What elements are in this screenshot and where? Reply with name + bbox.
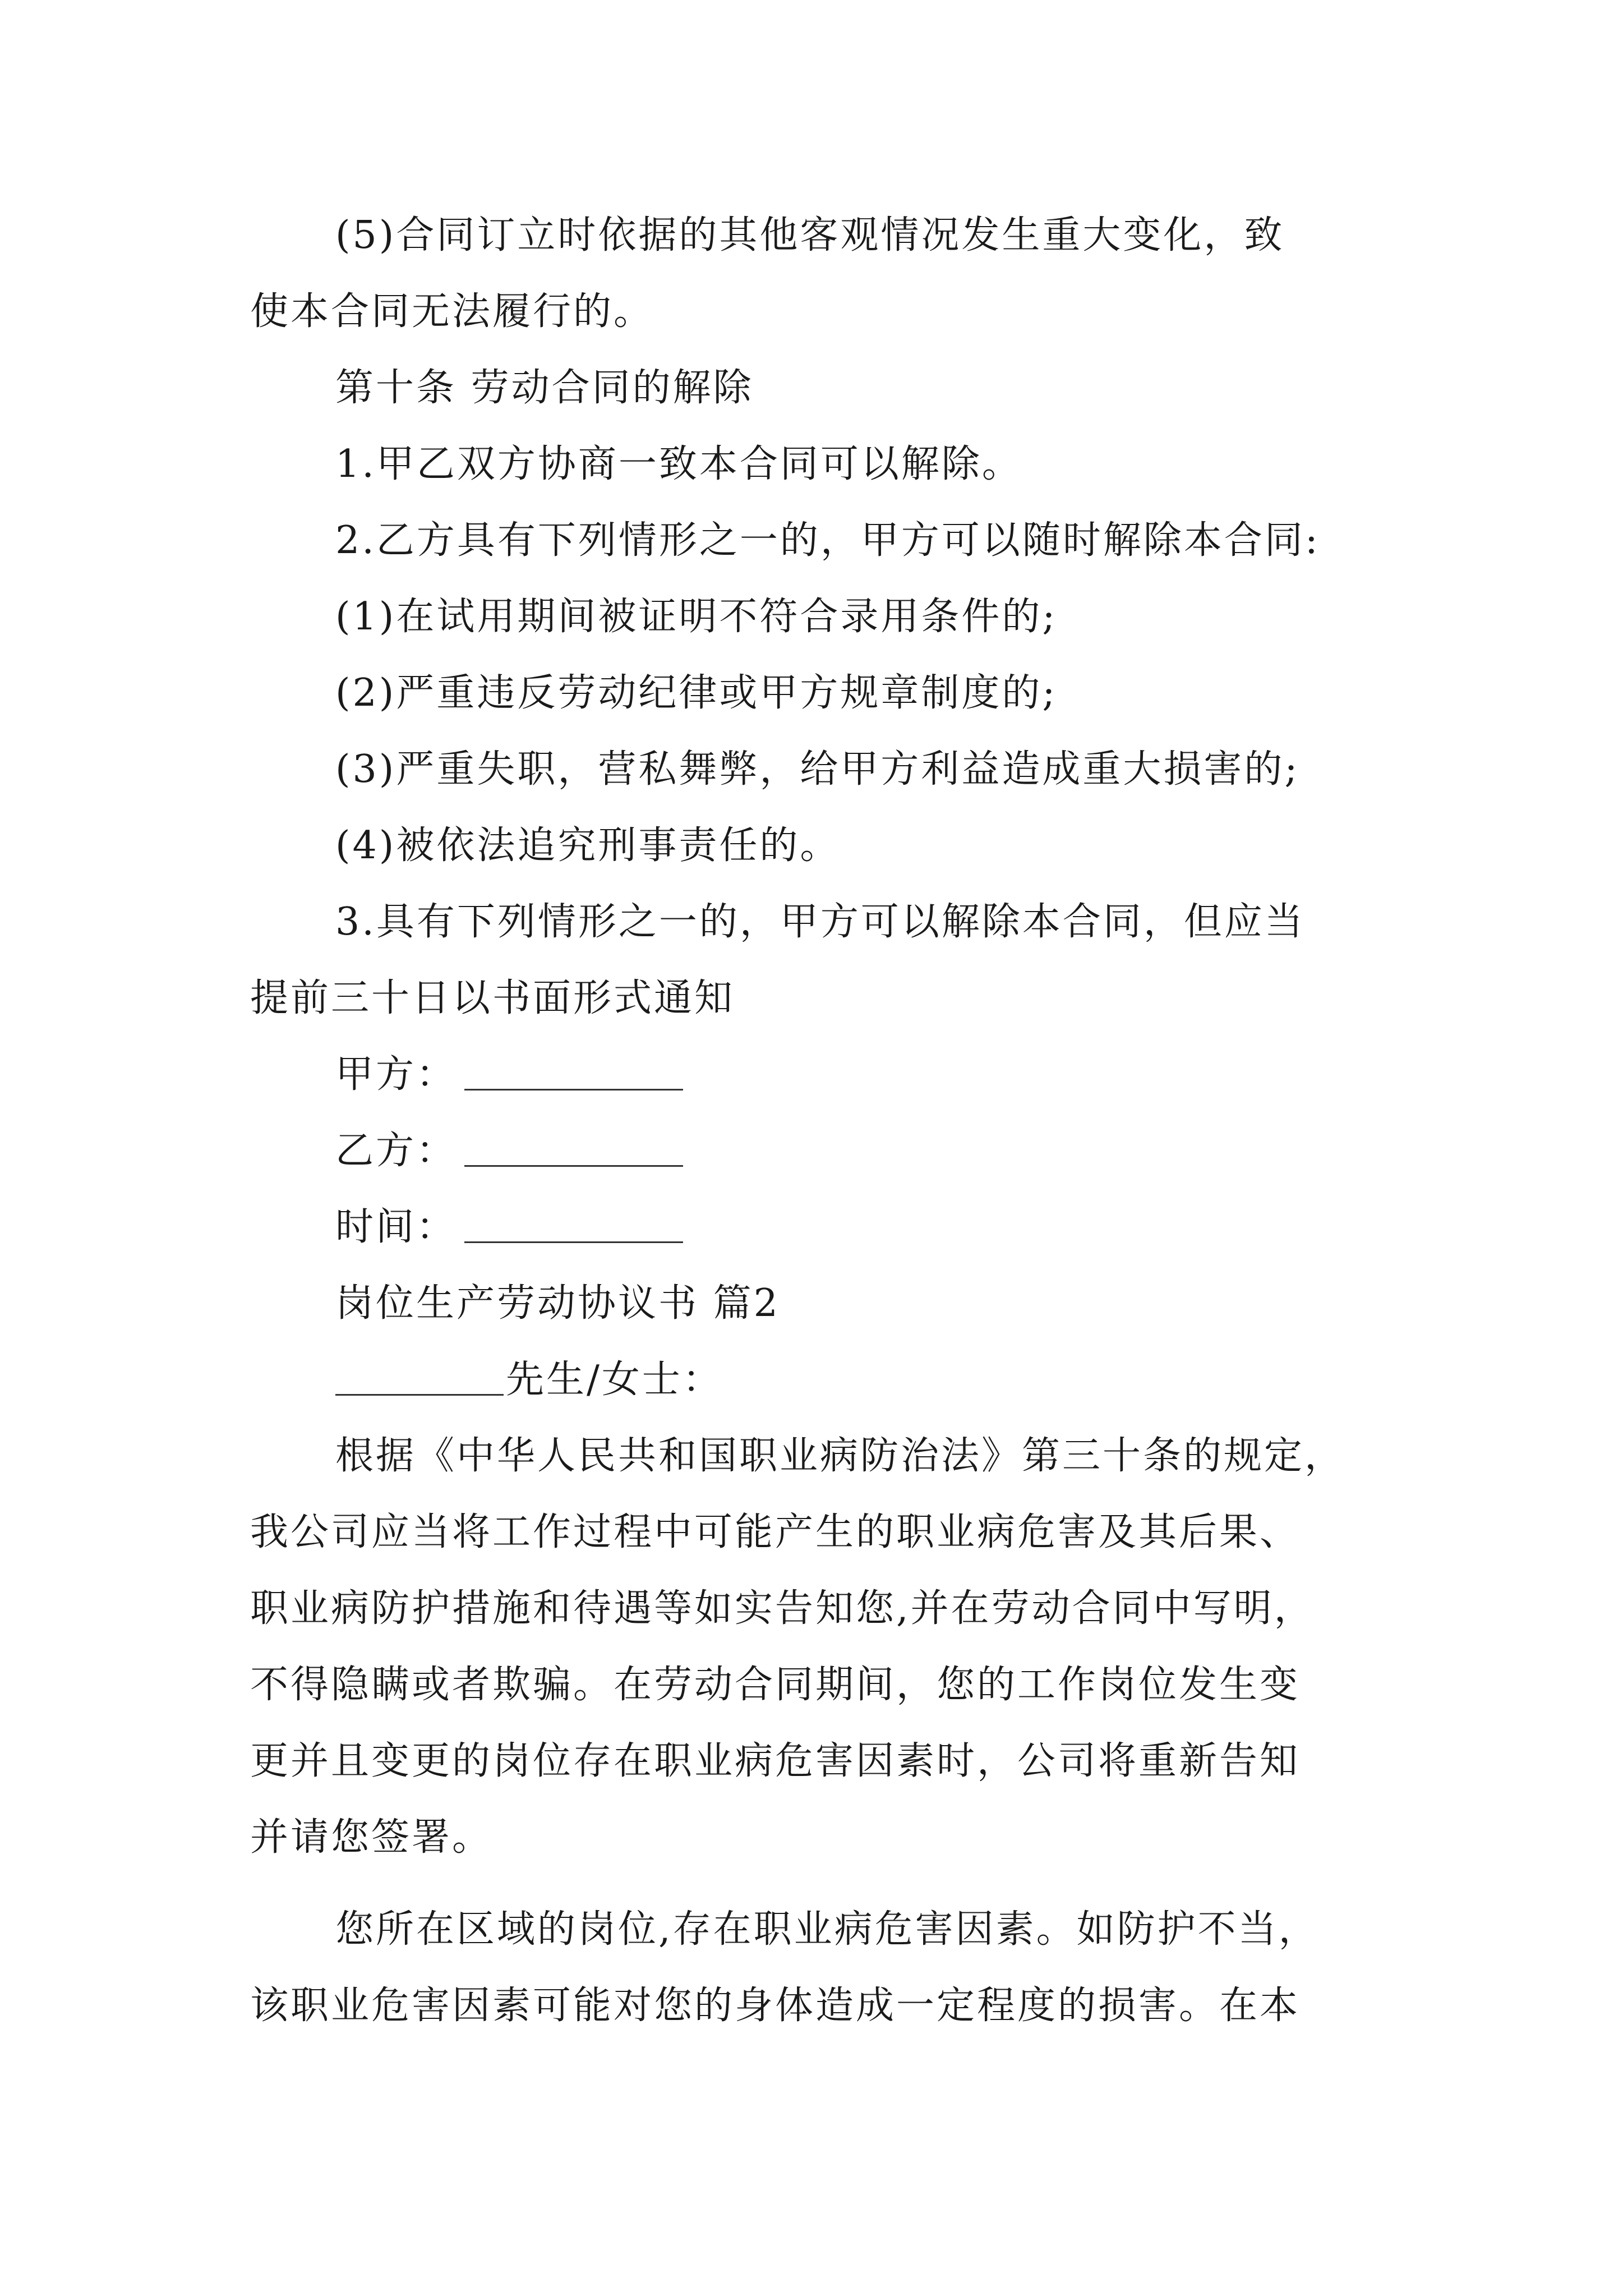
party-b-label: 乙方： [335, 1129, 457, 1173]
para2-line-2: 该职业危害因素可能对您的身体造成一定程度的损害。在本 [250, 1984, 1301, 2028]
date-label: 时间： [335, 1205, 457, 1249]
item-2: 2.乙方具有下列情形之一的，甲方可以随时解除本合同: [335, 518, 1320, 563]
para2-line-1: 您所在区域的岗位,存在职业病危害因素。如防护不当， [335, 1907, 1319, 1952]
para1-line-6: 并请您签署。 [250, 1815, 493, 1860]
name-blank [335, 1360, 504, 1396]
clause-5-line-2: 使本合同无法履行的。 [250, 289, 654, 334]
section-title: 岗位生产劳动协议书 篇2 [335, 1281, 780, 1326]
para1-line-5: 更并且变更的岗位存在职业病危害因素时，公司将重新告知 [250, 1739, 1301, 1783]
document-body [250, 197, 1400, 2044]
party-a-blank [464, 1055, 683, 1091]
item-3-line-1: 3.具有下列情形之一的，甲方可以解除本合同，但应当 [335, 900, 1305, 944]
party-b-blank [464, 1131, 683, 1167]
party-a-signature [250, 1037, 1400, 1113]
clause-5-line-1: (5)合同订立时依据的其他客观情况发生重大变化，致 [335, 213, 1285, 257]
item-3-line-2: 提前三十日以书面形式通知 [250, 976, 735, 1020]
para1-line-3: 职业病防护措施和待遇等如实告知您,并在劳动合同中写明， [250, 1586, 1315, 1631]
sub-item-3: (3)严重失职，营私舞弊，给甲方利益造成重大损害的; [335, 747, 1300, 792]
sub-item-1: (1)在试用期间被证明不符合录用条件的; [335, 595, 1058, 639]
party-a-label: 甲方： [335, 1052, 457, 1097]
para1-line-2: 我公司应当将工作过程中可能产生的职业病危害及其后果、 [250, 1510, 1301, 1554]
date-blank [464, 1208, 683, 1243]
para1-line-4: 不得隐瞒或者欺骗。在劳动合同期间，您的工作岗位发生变 [250, 1663, 1301, 1707]
sub-item-4: (4)被依法追究刑事责任的。 [335, 823, 841, 868]
sub-item-2: (2)严重违反劳动纪律或甲方规章制度的; [335, 671, 1058, 715]
article-10-heading: 第十条 劳动合同的解除 [335, 366, 754, 410]
para1-line-1: 根据《中华人民共和国职业病防治法》第三十条的规定， [335, 1434, 1345, 1478]
salutation [250, 1342, 1400, 1418]
party-b-signature [250, 1113, 1400, 1189]
salutation-text: 先生/女士： [506, 1358, 723, 1402]
date-signature [250, 1189, 1400, 1266]
item-1: 1.甲乙双方协商一致本合同可以解除。 [335, 442, 1022, 486]
